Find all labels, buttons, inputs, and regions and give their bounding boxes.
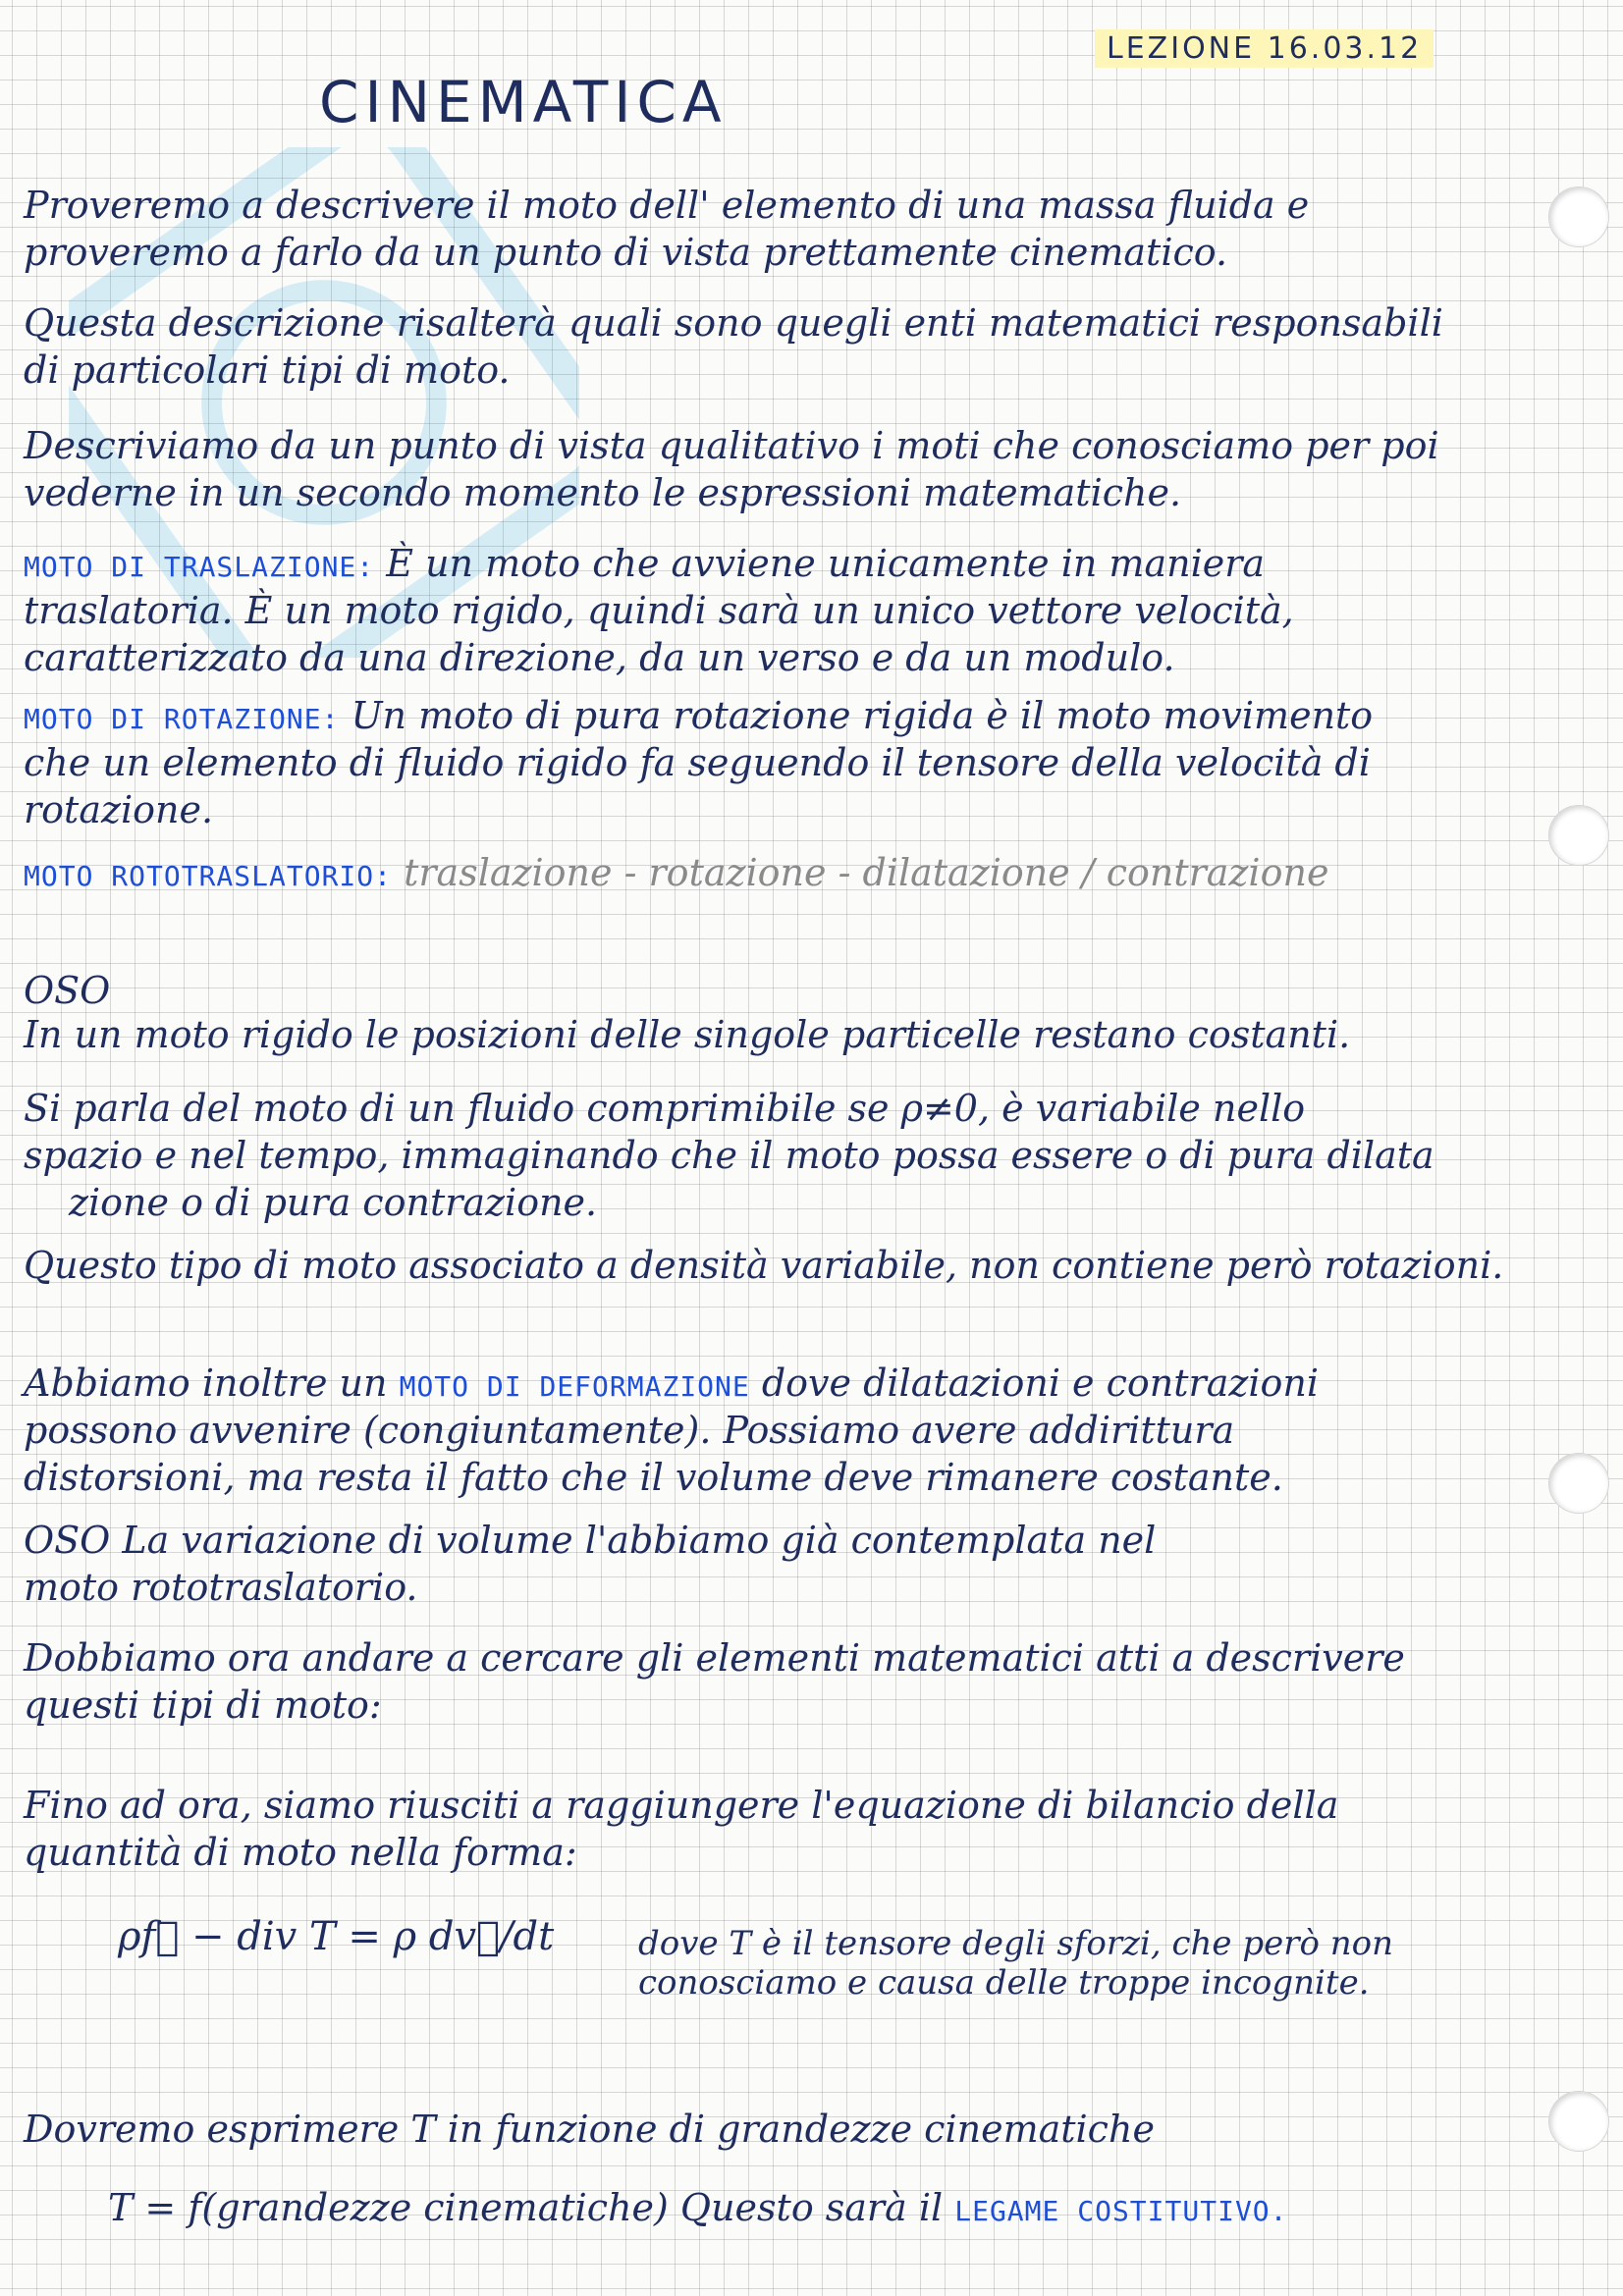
rotation-section bbox=[24, 692, 1564, 743]
text-line: OSO bbox=[24, 969, 111, 1012]
text-line: questi tipi di moto: bbox=[24, 1683, 382, 1727]
text-line: distorsioni, ma resta il fatto che il volume deve rimanere costante. bbox=[24, 1456, 1283, 1499]
lesson-date: LEZIONE 16.03.12 bbox=[1095, 29, 1434, 68]
text-line: Descriviamo da un punto di vista qualitativo i moti che conosciamo per poi bbox=[24, 424, 1439, 467]
text-line: Dovremo esprimere T in funzione di grandezze cinematiche bbox=[24, 2108, 1155, 2151]
section-text: Abbiamo inoltre un bbox=[24, 1362, 388, 1405]
text-line: Questo tipo di moto associato a densità variabile, non contiene però rotazioni. bbox=[24, 1244, 1504, 1287]
section-text: dove dilatazioni e contrazioni bbox=[761, 1362, 1320, 1405]
text-line: proveremo a farlo da un punto di vista prettamente cinematico. bbox=[24, 231, 1228, 274]
section-label: MOTO DI DEFORMAZIONE bbox=[399, 1370, 750, 1403]
section-label: MOTO DI ROTAZIONE: bbox=[24, 703, 340, 735]
translation-section bbox=[24, 540, 1564, 591]
deformation-section bbox=[24, 1360, 1564, 1411]
section-text: È un moto che avviene unicamente in maniera bbox=[386, 542, 1266, 585]
text-line: caratterizzato da una direzione, da un verso e da un modulo. bbox=[24, 636, 1175, 679]
section-label: MOTO DI TRASLAZIONE: bbox=[24, 551, 375, 583]
section-label: LEGAME COSTITUTIVO. bbox=[954, 2195, 1288, 2227]
text-line: In un moto rigido le posizioni delle singole particelle restano costanti. bbox=[24, 1013, 1351, 1056]
text-line: moto rototraslatorio. bbox=[24, 1566, 418, 1609]
text-line: Si parla del moto di un fluido comprimibile se ρ≠0, è variabile nello bbox=[24, 1087, 1306, 1130]
page-title: CINEMATICA bbox=[319, 69, 728, 135]
text-line: Proveremo a descrivere il moto dell' elemento di una massa fluida e bbox=[24, 184, 1310, 227]
section-label: MOTO ROTOTRASLATORIO: bbox=[24, 860, 393, 892]
rototranslation-section bbox=[24, 849, 1564, 900]
text-line: spazio e nel tempo, immaginando che il moto possa essere o di pura dilata bbox=[24, 1134, 1434, 1177]
section-text: Un moto di pura rotazione rigida è il moto movimento bbox=[351, 694, 1374, 737]
text-line: che un elemento di fluido rigido fa seguendo il tensore della velocità di bbox=[24, 741, 1371, 784]
text-line: possono avvenire (congiuntamente). Possiamo avere addirittura bbox=[24, 1409, 1235, 1452]
text-line: quantità di moto nella forma: bbox=[24, 1831, 577, 1874]
text-line: OSO La variazione di volume l'abbiamo già contemplata nel bbox=[24, 1519, 1157, 1562]
text-line: di particolari tipi di moto. bbox=[24, 348, 511, 392]
text-line: rotazione. bbox=[24, 788, 214, 831]
constitutive-line bbox=[108, 2184, 1564, 2235]
section-text: traslazione - rotazione - dilatazione / contrazione bbox=[404, 851, 1329, 894]
section-text: T = f(grandezze cinematiche) Questo sarà il bbox=[108, 2186, 944, 2229]
text-line: Questa descrizione risalterà quali sono quegli enti matematici responsabili bbox=[24, 301, 1443, 345]
text-line: Fino ad ora, siamo riusciti a raggiungere l'equazione di bilancio della bbox=[24, 1784, 1339, 1827]
text-line: traslatoria. È un moto rigido, quindi sarà un unico vettore velocità, bbox=[24, 589, 1294, 632]
equation-note: dove T è il tensore degli sforzi, che però non conosciamo e causa delle troppe incognite. bbox=[638, 1924, 1394, 2002]
text-line: zione o di pura contrazione. bbox=[69, 1181, 598, 1224]
text-line: Dobbiamo ora andare a cercare gli elementi matematici atti a descrivere bbox=[24, 1636, 1405, 1680]
text-line: vederne in un secondo momento le espressioni matematiche. bbox=[24, 471, 1182, 514]
momentum-equation: ρf⃗ − div T = ρ dv⃗/dt bbox=[118, 1914, 555, 1959]
